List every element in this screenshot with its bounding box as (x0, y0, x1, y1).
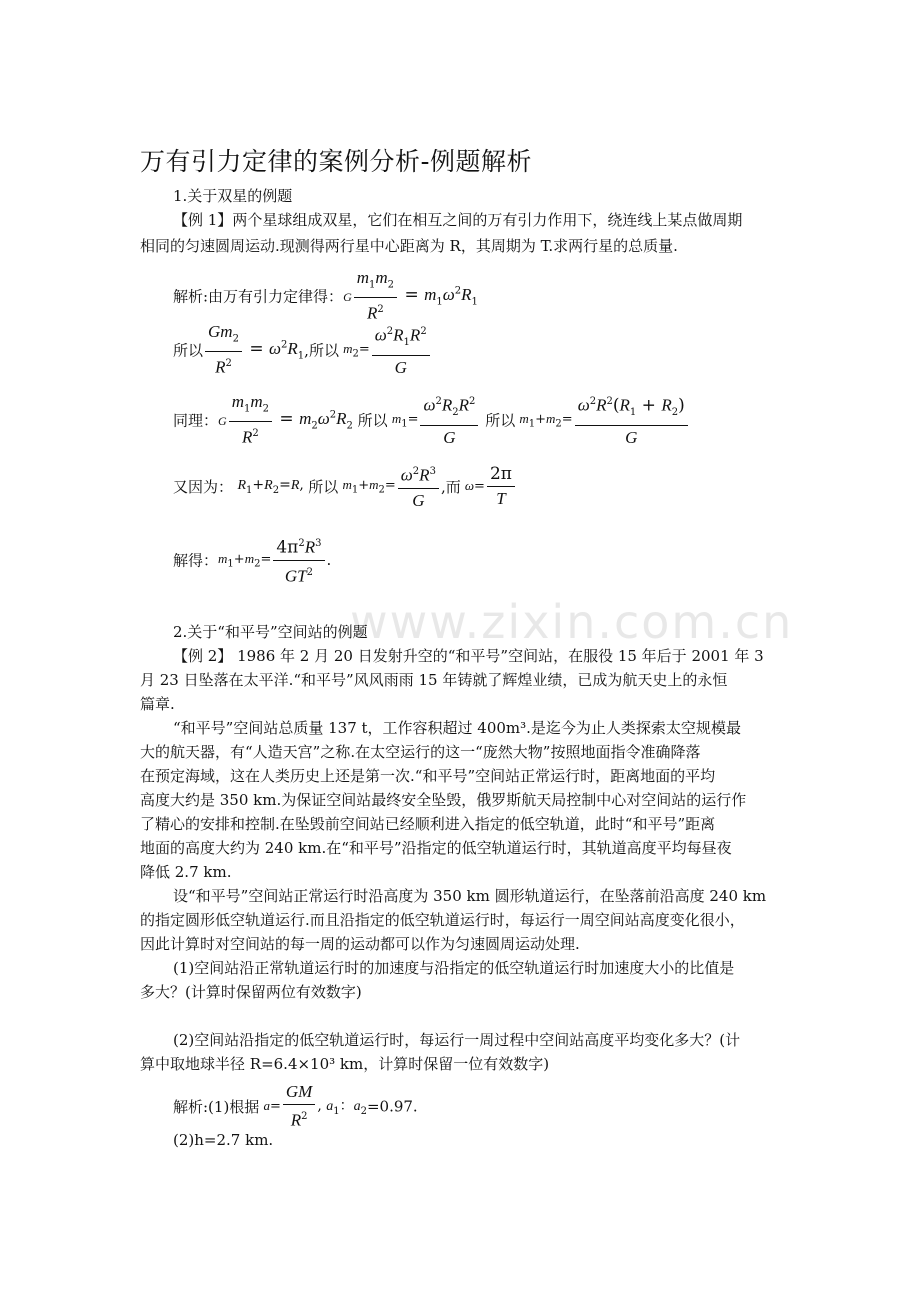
p1-line-3: 篇章. (140, 695, 175, 713)
example-1-line-2: 相同的匀速圆周运动.现测得两行星中心距离为 R，其周期为 T.求两行星的总质量. (140, 237, 678, 255)
p3-line-2: 的指定圆形低空轨道运行.而且沿指定的低空轨道运行时，每运行一周空间站高度变化很小， (140, 911, 745, 929)
p2-line-7: 降低 2.7 km. (140, 863, 232, 881)
p2-line-5: 了精心的安排和控制.在坠毁前空间站已经顺利进入指定的低空轨道，此时“和平号”距离 (140, 815, 716, 833)
question-2-line-1: (2)空间站沿指定的低空轨道运行时，每运行一周过程中空间站高度平均变化多大？(计 (173, 1031, 741, 1049)
section-2-heading: 2.关于“和平号”空间站的例题 (173, 623, 368, 641)
formula-line-1: 解析:由万有引力定律得：G $\frac{m_1m_2}{R^2}$ = $m_1\omega^2R_1$ (173, 268, 478, 324)
solution-1: 解析:(1)根据 a= $\frac{GM}{R^2}$ , $a_1$：$a_2=0.97$. (173, 1082, 418, 1130)
p3-line-3: 因此计算时对空间站的每一周的运动都可以作为匀速圆周运动处理. (140, 935, 580, 953)
p2-line-6: 地面的高度大约为 240 km.在“和平号”沿指定的低空轨道运行时，其轨道高度平均每昼夜 (140, 839, 732, 857)
formula-line-2: 所以 $\frac{Gm_2}{R^2}$ = $\omega^2R_1$,所以 $m_2=$ $\frac{\omega^2R_1R^2}{G}$ (173, 320, 432, 380)
p1-line-2: 月 23 日坠落在太平洋.“和平号”风风雨雨 15 年铸就了辉煌业绩，已成为航天史上的永恒 (140, 671, 728, 689)
page-title: 万有引力定律的案例分析-例题解析 (140, 147, 533, 176)
formula-line-5: 解得：$m_1+m_2=$ $\frac{4\pi^2R^3}{GT^2}$ . (173, 532, 331, 588)
question-1-line-2: 多大？(计算时保留两位有效数字) (140, 983, 362, 1001)
p2-line-2: 大的航天器，有“人造天宫”之称.在太空运行的这一“庞然大物”按照地面指令准确降落 (140, 743, 701, 761)
formula-line-3: 同理：G $\frac{m_1m_2}{R^2}$ = $m_2\omega^2R_2$ 所以 $m_1=$ $\frac{\omega^2R_2R^2}{G}$ 所以 $m_1+m_2=$ $\frac{\omega^2R^2(R_1 + R_2)}{G}$ (173, 390, 690, 450)
p1-line-1: 【例 2】 1986 年 2 月 20 日发射升空的“和平号”空间站，在服役 15 年后于 2001 年 3 (173, 647, 764, 665)
example-1-label: 【例 1】 (173, 211, 233, 229)
p3-line-1: 设“和平号”空间站正常运行时沿高度为 350 km 圆形轨道运行，在坠落前沿高度 240 km (173, 887, 767, 905)
watermark: www.zixin.com.cn (350, 595, 794, 649)
p2-line-3: 在预定海域，这在人类历史上还是第一次.“和平号”空间站正常运行时，距离地面的平均 (140, 767, 716, 785)
solution-2: (2)h=2.7 km. (173, 1131, 274, 1149)
formula-line-4: 又因为： $R_1+R_2=R$, 所以 $m_1+m_2=$ $\frac{\omega^2R^3}{G}$ ,而 ω= $\frac{2\pi}{T}$ (173, 460, 517, 513)
section-1-heading: 1.关于双星的例题 (173, 187, 293, 205)
p2-line-4: 高度大约是 350 km.为保证空间站最终安全坠毁，俄罗斯航天局控制中心对空间站的运行作 (140, 791, 747, 809)
question-1-line-1: (1)空间站沿正常轨道运行时的加速度与沿指定的低空轨道运行时加速度大小的比值是 (173, 959, 735, 977)
question-2-line-2: 算中取地球半径 R=6.4×10³ km，计算时保留一位有效数字) (140, 1055, 550, 1073)
p2-line-1: “和平号”空间站总质量 137 t，工作容积超过 400m³.是迄今为止人类探索太空规模最 (173, 719, 741, 737)
example-1-line-1: 【例 1】两个星球组成双星，它们在相互之间的万有引力作用下，绕连线上某点做周期 (173, 211, 743, 229)
